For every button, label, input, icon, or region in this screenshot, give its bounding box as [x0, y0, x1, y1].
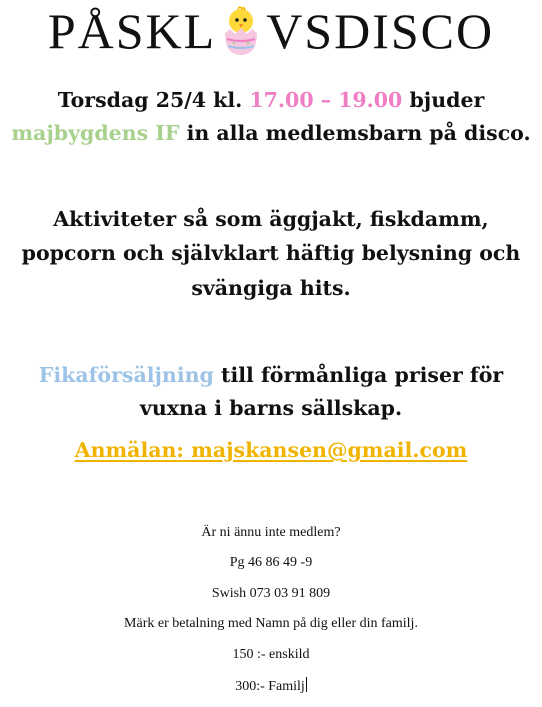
intro-line-2: majbygdens IF in alla medlemsbarn på disco. [11, 121, 531, 145]
easter-chick-in-egg-icon [218, 5, 264, 57]
page-title [0, 0, 542, 62]
text-cursor [306, 677, 307, 692]
fika-highlight: Fikaförsäljning [38, 363, 214, 387]
price-family: 300:- Familj [235, 679, 305, 694]
membership-question: Är ni ännu inte medlem? [201, 525, 341, 540]
price-family-line [0, 677, 542, 695]
membership-swish: Swish 073 03 91 809 [211, 586, 331, 601]
signup-line [0, 438, 542, 462]
activities-line-2: popcorn och självklart häftig belysning och [21, 241, 521, 265]
event-time: 17.00 – 19.00 [249, 88, 403, 112]
membership-note: Märk er betalning med Namn på dig eller din familj. [124, 616, 418, 631]
intro-line-1: Torsdag 25/4 kl. 17.00 – 19.00 bjuder [57, 88, 485, 112]
title-part-1: PÅSKL [47, 3, 217, 59]
price-single: 150 :- enskild [232, 647, 310, 662]
signup-email-link[interactable]: Anmälan: majskansen@gmail.com [74, 438, 468, 462]
activities-line-3: svängiga hits. [191, 276, 351, 300]
fika-line-1: Fikaförsäljning till förmånliga priser för [38, 363, 504, 387]
organizer-name: majbygdens IF [11, 121, 180, 145]
fika-line-2: vuxna i barns sällskap. [139, 396, 403, 420]
activities-line-1: Aktiviteter så som äggjakt, fiskdamm, [53, 207, 489, 231]
title-part-2: VSDISCO [266, 3, 495, 59]
membership-pg: Pg 46 86 49 -9 [229, 555, 313, 570]
